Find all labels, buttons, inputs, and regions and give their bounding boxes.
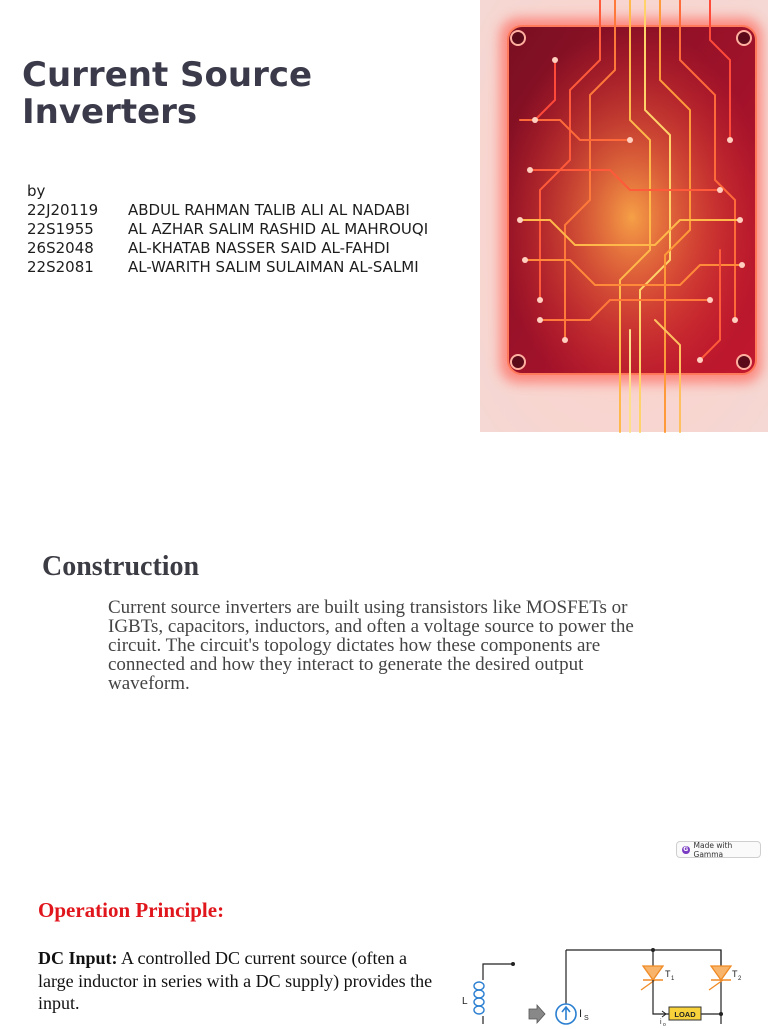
author-name: ABDUL RAHMAN TALIB ALI AL NADABI bbox=[128, 201, 410, 219]
author-id: 26S2048 bbox=[27, 239, 94, 257]
construction-body: Current source inverters are built using transistors like MOSFETs or IGBTs, capacitors, inductors, and often a voltage source to power the circuit. The circuit's topology dictates how these components are connected and how they interact to generate the desired output waveform. bbox=[108, 597, 634, 694]
operation-principle-title: Operation Principle: bbox=[38, 898, 225, 922]
construction-title: Construction bbox=[42, 551, 200, 582]
author-name: AL-KHATAB NASSER SAID AL-FAHDI bbox=[128, 239, 390, 257]
current-source-label: I bbox=[579, 1008, 583, 1020]
thyristor-t1-sub: 1 bbox=[671, 976, 675, 982]
thyristor-t2-sub: 2 bbox=[738, 976, 742, 982]
author-list bbox=[27, 182, 428, 277]
author-name: AL AZHAR SALIM RASHID AL MAHROUQI bbox=[128, 220, 429, 238]
presentation-title: Current Source Inverters bbox=[22, 55, 313, 132]
author-id: 22S1955 bbox=[27, 220, 94, 238]
thyristor-t1-icon bbox=[641, 966, 663, 990]
dc-input-text: A controlled DC current source (often a large inductor in series with a DC supply) provides the input. bbox=[38, 948, 433, 1013]
load-current-arrow-icon bbox=[655, 1011, 666, 1017]
inductor-icon bbox=[474, 982, 484, 1014]
current-source-sub: S bbox=[584, 1015, 589, 1022]
author-name: AL-WARITH SALIM SULAIMAN AL-SALMI bbox=[128, 258, 419, 276]
load-current-sub: o bbox=[663, 1022, 666, 1028]
author-id: 22S2081 bbox=[27, 258, 94, 276]
load-current-label: i bbox=[660, 1019, 662, 1026]
load-label: LOAD bbox=[674, 1010, 696, 1019]
author-row bbox=[27, 239, 428, 258]
dc-input-label: DC Input: bbox=[38, 948, 118, 968]
circuit-board-image bbox=[480, 0, 768, 432]
thyristor-t2-icon bbox=[709, 966, 731, 990]
inductor-label: L bbox=[462, 996, 468, 1007]
author-table bbox=[27, 201, 428, 277]
arrow-icon bbox=[529, 1005, 545, 1023]
by-label: by bbox=[27, 182, 46, 200]
gamma-logo-icon: G bbox=[683, 845, 689, 853]
csi-circuit-diagram bbox=[455, 940, 755, 1028]
author-row bbox=[27, 220, 428, 239]
made-with-gamma-badge[interactable] bbox=[676, 841, 761, 858]
author-row bbox=[27, 258, 428, 277]
thyristor-t2-label: T bbox=[732, 969, 738, 979]
thyristor-t1-label: T bbox=[665, 969, 671, 979]
author-id: 22J20119 bbox=[27, 201, 99, 219]
dc-input-paragraph bbox=[38, 947, 438, 1015]
gamma-badge-label: Made with Gamma bbox=[693, 840, 733, 859]
author-row bbox=[27, 201, 428, 220]
